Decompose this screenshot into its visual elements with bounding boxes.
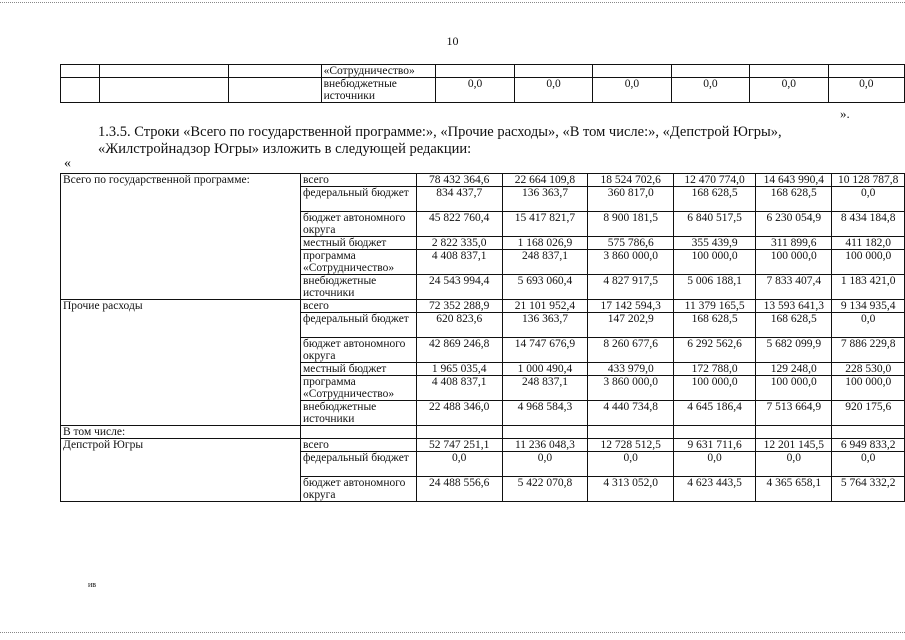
value-cell: 8 260 677,6 (588, 338, 674, 363)
row-label: всего (300, 300, 416, 313)
budget-table (60, 173, 905, 502)
value-cell: 22 664 109,8 (502, 174, 588, 187)
row-label: внебюджетные источники (300, 401, 416, 426)
row-label: бюджет автономного округа (300, 212, 416, 237)
value-cell (436, 65, 514, 78)
value-cell: 100 000,0 (756, 250, 832, 275)
value-cell: 0,0 (674, 452, 756, 477)
top-table (60, 64, 905, 103)
value-cell: 24 543 994,4 (416, 275, 502, 300)
value-cell: 168 628,5 (674, 313, 756, 338)
table-row (61, 300, 905, 313)
value-cell (828, 65, 904, 78)
value-cell: 5 764 332,2 (832, 477, 905, 502)
value-cell: 6 840 517,5 (674, 212, 756, 237)
table-row (61, 174, 905, 187)
value-cell: 4 365 658,1 (756, 477, 832, 502)
group-name: Депстрой Югры (61, 439, 301, 502)
row-label: бюджет автономного округа (300, 477, 416, 502)
value-cell: 100 000,0 (756, 376, 832, 401)
value-cell: 355 439,9 (674, 237, 756, 250)
paragraph-text: 1.3.5. Строки «Всего по государственной программе:», «Прочие расходы», «В том числе:», «Депстрой Югры», «Жилстройнадзор Югры» изложить в следующей редакции: (98, 124, 782, 157)
value-cell: 311 899,6 (756, 237, 832, 250)
value-cell: 4 645 186,4 (674, 401, 756, 426)
value-cell: 0,0 (416, 452, 502, 477)
value-cell: 3 860 000,0 (588, 376, 674, 401)
value-cell: 4 827 917,5 (588, 275, 674, 300)
value-cell: 3 860 000,0 (588, 250, 674, 275)
value-cell: 12 470 774,0 (674, 174, 756, 187)
row-label: внебюджетные источники (300, 275, 416, 300)
value-cell: 4 623 443,5 (674, 477, 756, 502)
value-cell: 13 593 641,3 (756, 300, 832, 313)
value-cell: 22 488 346,0 (416, 401, 502, 426)
row-label: местный бюджет (300, 237, 416, 250)
value-cell: 100 000,0 (674, 376, 756, 401)
amendment-paragraph (62, 124, 862, 158)
value-cell: 0,0 (832, 187, 905, 212)
value-cell: 1 965 035,4 (416, 363, 502, 376)
value-cell: 0,0 (832, 313, 905, 338)
value-cell: 100 000,0 (832, 250, 905, 275)
value-cell: 0,0 (502, 452, 588, 477)
value-cell (756, 426, 832, 439)
value-cell: 6 949 833,2 (832, 439, 905, 452)
value-cell: 100 000,0 (674, 250, 756, 275)
value-cell: 0,0 (750, 78, 828, 103)
value-cell (514, 65, 592, 78)
row-label: федеральный бюджет (300, 187, 416, 212)
row-label: федеральный бюджет (300, 452, 416, 477)
value-cell: 0,0 (671, 78, 749, 103)
row-label: программа «Сотрудничество» (300, 250, 416, 275)
value-cell: 10 128 787,8 (832, 174, 905, 187)
row-label: всего (300, 439, 416, 452)
value-cell: 100 000,0 (832, 376, 905, 401)
value-cell: 5 693 060,4 (502, 275, 588, 300)
value-cell: 72 352 288,9 (416, 300, 502, 313)
value-cell: 45 822 760,4 (416, 212, 502, 237)
value-cell: 0,0 (832, 452, 905, 477)
value-cell: 0,0 (756, 452, 832, 477)
value-cell: 12 201 145,5 (756, 439, 832, 452)
value-cell (674, 426, 756, 439)
value-cell: 248 837,1 (502, 376, 588, 401)
value-cell: 0,0 (593, 78, 671, 103)
value-cell (502, 426, 588, 439)
row-label: федеральный бюджет (300, 313, 416, 338)
value-cell: 433 979,0 (588, 363, 674, 376)
value-cell: 4 408 837,1 (416, 376, 502, 401)
page-number: 10 (446, 34, 459, 48)
value-cell: 11 236 048,3 (502, 439, 588, 452)
value-cell (416, 426, 502, 439)
value-cell: 248 837,1 (502, 250, 588, 275)
value-cell: 15 417 821,7 (502, 212, 588, 237)
value-cell: 136 363,7 (502, 187, 588, 212)
value-cell: 172 788,0 (674, 363, 756, 376)
value-cell: 78 432 364,6 (416, 174, 502, 187)
value-cell: 834 437,7 (416, 187, 502, 212)
value-cell: 0,0 (588, 452, 674, 477)
value-cell: 11 379 165,5 (674, 300, 756, 313)
row-label: всего (300, 174, 416, 187)
table-row (61, 78, 905, 103)
bottom-scan-edge (0, 632, 905, 635)
opening-quote: « (64, 156, 71, 171)
value-cell: 14 643 990,4 (756, 174, 832, 187)
value-cell: 1 168 026,9 (502, 237, 588, 250)
value-cell (593, 65, 671, 78)
value-cell: 0,0 (828, 78, 904, 103)
value-cell: 9 134 935,4 (832, 300, 905, 313)
value-cell: 8 434 184,8 (832, 212, 905, 237)
value-cell: 5 006 188,1 (674, 275, 756, 300)
row-label: местный бюджет (300, 363, 416, 376)
value-cell: 1 183 421,0 (832, 275, 905, 300)
row-label (300, 426, 416, 439)
value-cell: 168 628,5 (756, 187, 832, 212)
value-cell: 14 747 676,9 (502, 338, 588, 363)
value-cell: 52 747 251,1 (416, 439, 502, 452)
value-cell: 4 313 052,0 (588, 477, 674, 502)
value-cell: 7 513 664,9 (756, 401, 832, 426)
value-cell: 168 628,5 (756, 313, 832, 338)
value-cell: 6 230 054,9 (756, 212, 832, 237)
value-cell: 21 101 952,4 (502, 300, 588, 313)
value-cell: 12 728 512,5 (588, 439, 674, 452)
footer-mark: ив (88, 580, 97, 589)
row-label: внебюджетные источники (321, 78, 436, 103)
value-cell: 168 628,5 (674, 187, 756, 212)
value-cell: 575 786,6 (588, 237, 674, 250)
value-cell: 129 248,0 (756, 363, 832, 376)
value-cell: 620 823,6 (416, 313, 502, 338)
value-cell: 4 968 584,3 (502, 401, 588, 426)
value-cell: 17 142 594,3 (588, 300, 674, 313)
row-label: «Сотрудничество» (321, 65, 436, 78)
group-name: Прочие расходы (61, 300, 301, 426)
group-name: Всего по государственной программе: (61, 174, 301, 300)
value-cell: 228 530,0 (832, 363, 905, 376)
value-cell: 7 833 407,4 (756, 275, 832, 300)
value-cell: 4 440 734,8 (588, 401, 674, 426)
value-cell: 147 202,9 (588, 313, 674, 338)
value-cell: 136 363,7 (502, 313, 588, 338)
table-row (61, 439, 905, 452)
value-cell: 8 900 181,5 (588, 212, 674, 237)
value-cell (671, 65, 749, 78)
value-cell: 18 524 702,6 (588, 174, 674, 187)
closing-quote: ». (840, 106, 850, 121)
value-cell: 360 817,0 (588, 187, 674, 212)
row-label: программа «Сотрудничество» (300, 376, 416, 401)
value-cell: 9 631 711,6 (674, 439, 756, 452)
value-cell: 5 682 099,9 (756, 338, 832, 363)
value-cell (832, 426, 905, 439)
value-cell: 7 886 229,8 (832, 338, 905, 363)
value-cell: 24 488 556,6 (416, 477, 502, 502)
value-cell: 5 422 070,8 (502, 477, 588, 502)
value-cell: 411 182,0 (832, 237, 905, 250)
value-cell (750, 65, 828, 78)
group-name: В том числе: (61, 426, 301, 439)
value-cell (588, 426, 674, 439)
value-cell: 2 822 335,0 (416, 237, 502, 250)
table-row (61, 65, 905, 78)
top-scan-edge (0, 2, 905, 5)
value-cell: 42 869 246,8 (416, 338, 502, 363)
value-cell: 920 175,6 (832, 401, 905, 426)
value-cell: 6 292 562,6 (674, 338, 756, 363)
row-label: бюджет автономного округа (300, 338, 416, 363)
value-cell: 4 408 837,1 (416, 250, 502, 275)
value-cell: 1 000 490,4 (502, 363, 588, 376)
table-row (61, 426, 905, 439)
value-cell: 0,0 (436, 78, 514, 103)
value-cell: 0,0 (514, 78, 592, 103)
